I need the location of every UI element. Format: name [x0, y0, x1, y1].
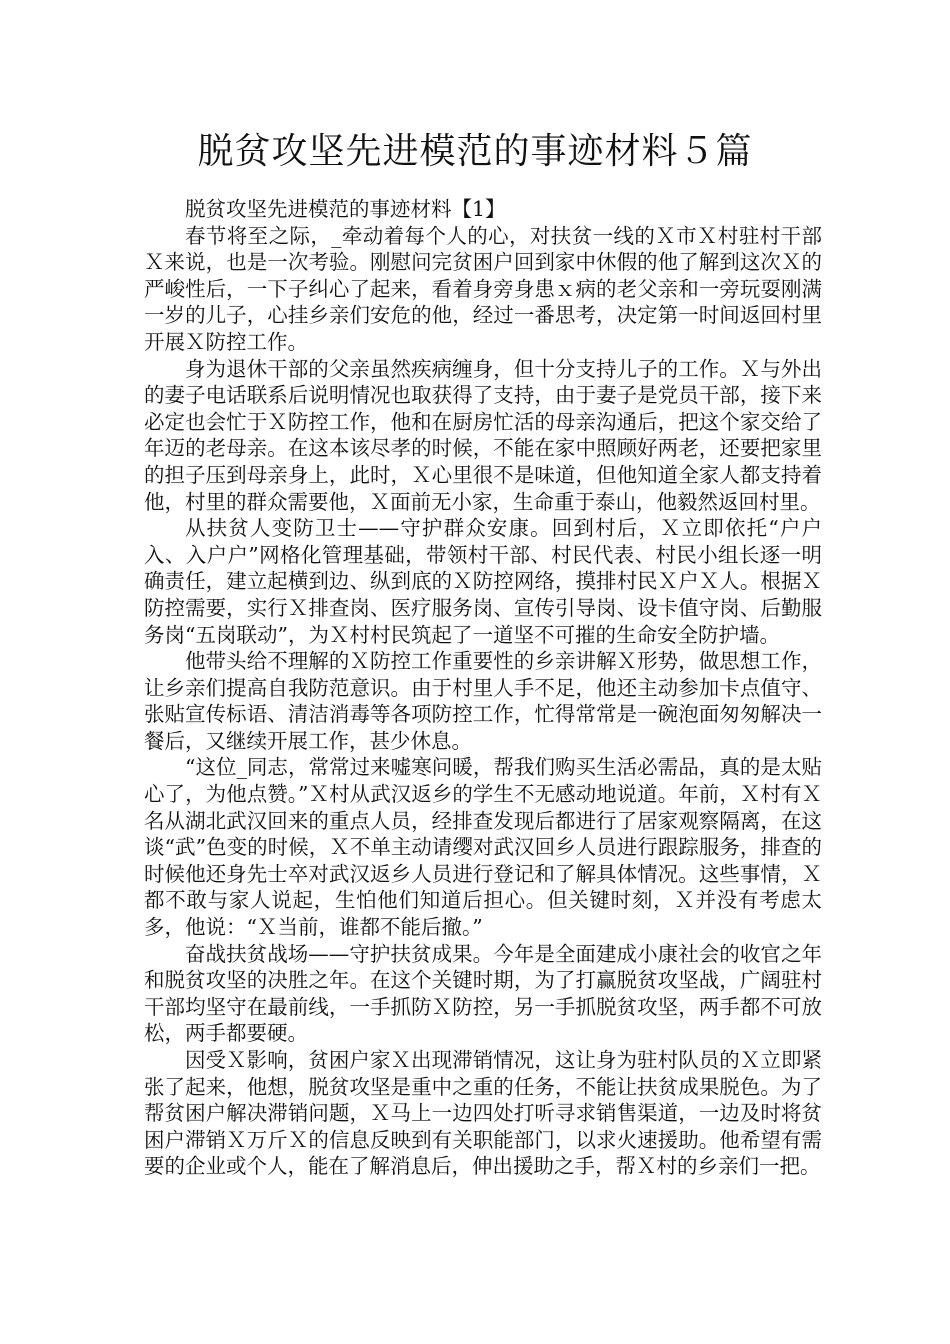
paragraph-4: 他带头给不理解的Ｘ防控工作重要性的乡亲讲解Ｘ形势，做思想工作，让乡亲们提高自我防范意识。由于村里人手不足，他还主动参加卡点值守、张贴宣传标语、清洁消毒等各项防控工作，忙得常常是一碗泡面匆匆解决一餐后，又继续开展工作，甚少休息。 — [144, 649, 822, 753]
section-heading: 脱贫攻坚先进模范的事迹材料【1】 — [185, 197, 506, 221]
paragraph-3: 从扶贫人变防卫士——守护群众安康。回到村后，Ｘ立即依托“户户入、入户户”网格化管理基础，带领村干部、村民代表、村民小组长逐一明确责任，建立起横到边、纵到底的Ｘ防控网络，摸排村民Ｘ户Ｘ人。根据Ｘ防控需要，实行Ｘ排查岗、医疗服务岗、宣传引导岗、设卡值守岗、后勤服务岗“五岗联动”，为Ｘ村村民筑起了一道坚不可摧的生命安全防护墙。 — [144, 516, 822, 647]
paragraph-7: 因受Ｘ影响，贫困户家Ｘ出现滞销情况，这让身为驻村队员的Ｘ立即紧张了起来，他想，脱贫攻坚是重中之重的任务，不能让扶贫成果脱色。为了帮贫困户解决滞销问题，Ｘ马上一边四处打听寻求销售渠道，一边及时将贫困户滞销Ｘ万斤Ｘ的信息反映到有关职能部门，以求火速援助。他希望有需要的企业或个人，能在了解消息后，伸出援助之手，帮Ｘ村的乡亲们一把。 — [144, 1048, 822, 1179]
paragraph-2: 身为退休干部的父亲虽然疾病缠身，但十分支持儿子的工作。Ｘ与外出的妻子电话联系后说明情况也取获得了支持，由于妻子是党员干部，接下来必定也会忙于Ｘ防控工作，他和在厨房忙活的母亲沟通后，把这个家交给了年迈的老母亲。在这本该尽孝的时候，不能在家中照顾好两老，还要把家里的担子压到母亲身上，此时，Ｘ心里很不是味道，但他知道全家人都支持着他，村里的群众需要他，Ｘ面前无小家，生命重于泰山，他毅然返回村里。 — [144, 356, 822, 514]
paragraph-5: “这位_同志，常常过来嘘寒问暖，帮我们购买生活必需品，真的是太贴心了，为他点赞。”Ｘ村从武汉返乡的学生不无感动地说道。年前，Ｘ村有Ｘ名从湖北武汉回来的重点人员，经排查发现后都进行了居家观察隔离，在这谈“武”色变的时候，Ｘ不单主动请缨对武汉回乡人员进行跟踪服务，排查的时候他还身先士卒对武汉返乡人员进行登记和了解具体情况。这些事情，Ｘ都不敢与家人说起，生怕他们知道后担心。但关键时刻，Ｘ并没有考虑太多，他说：“Ｘ当前，谁都不能后撤。” — [144, 755, 822, 940]
paragraph-6: 奋战扶贫战场——守护扶贫成果。今年是全面建成小康社会的收官之年和脱贫攻坚的决胜之年。在这个关键时期，为了打赢脱贫攻坚战，广阔驻村干部均坚守在最前线，一手抓防Ｘ防控，另一手抓脱贫攻坚，两手都不可放松，两手都要硬。 — [144, 941, 822, 1046]
document-title: 脱贫攻坚先进模范的事迹材料５篇 — [197, 131, 753, 172]
document-body — [144, 196, 822, 1180]
paragraph-1: 春节将至之际，_牵动着每个人的心，对扶贫一线的Ｘ市Ｘ村驻村干部Ｘ来说，也是一次考验。刚慰问完贫困户回到家中休假的他了解到这次Ｘ的严峻性后，一下子纠心了起来，看着身旁身患ｘ病的老父亲和一旁玩耍刚满一岁的儿子，心挂乡亲们安危的他，经过一番思考，决定第一时间返回村里开展Ｘ防控工作。 — [144, 223, 822, 354]
